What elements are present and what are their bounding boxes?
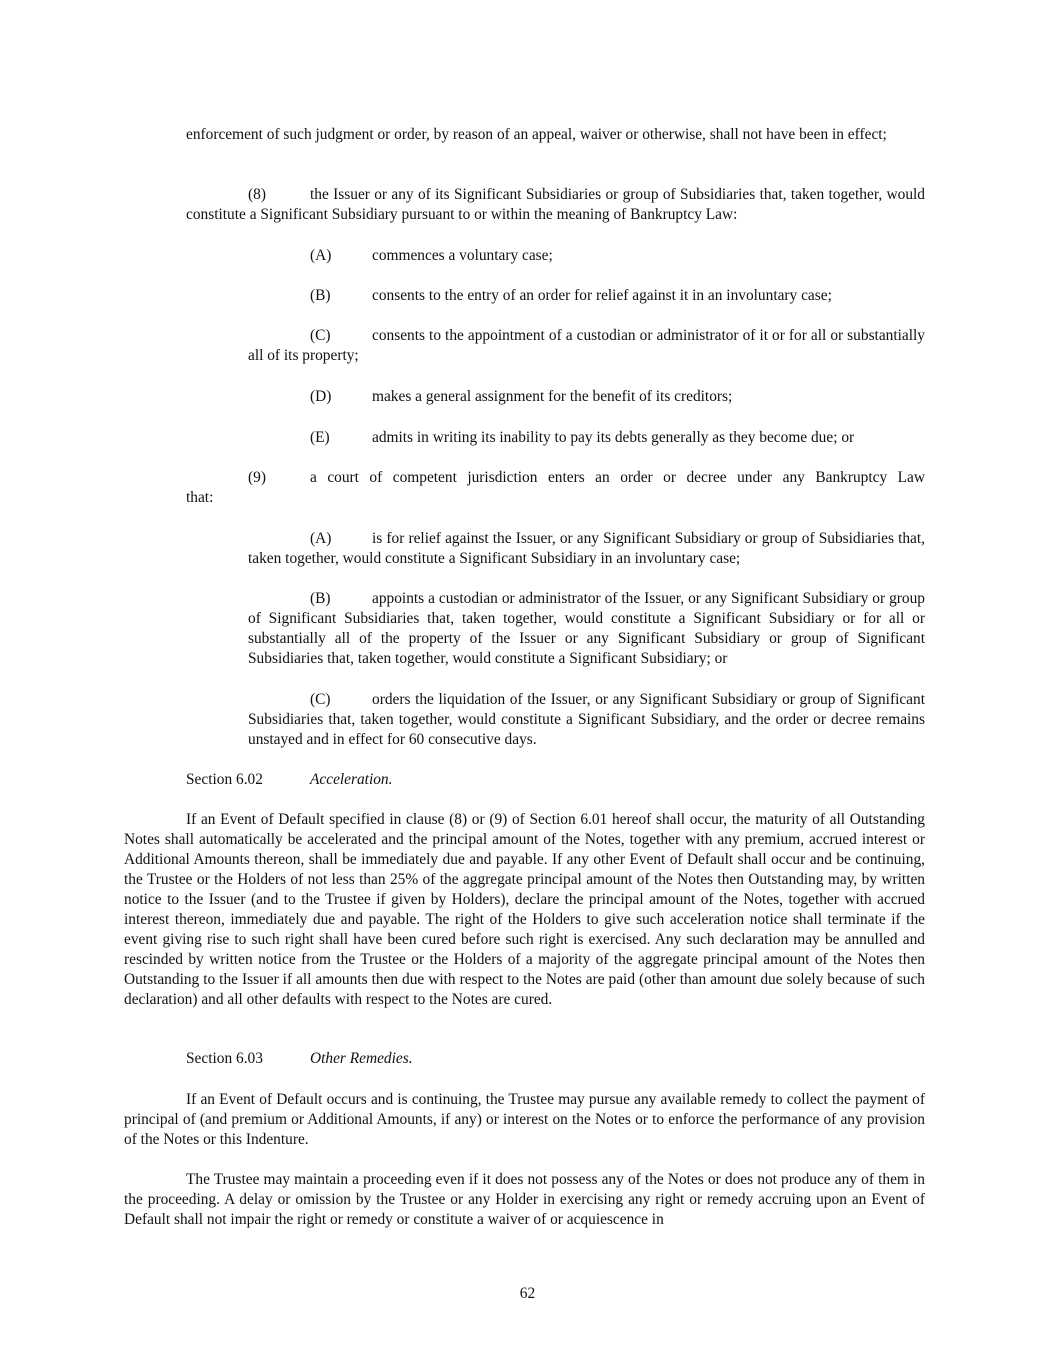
clause-8-text: the Issuer or any of its Significant Subsidiaries or group of Subsidiaries that, taken together, would constitute a Significant Subsidiary pursuant to or within the meaning of Bankruptcy Law:	[186, 186, 925, 223]
clause-9-text: a court of competent jurisdiction enters an order or decree under any Bankruptcy Law	[310, 469, 925, 486]
clause-9-item-a	[248, 529, 925, 569]
section-title: Acceleration.	[310, 771, 393, 788]
page-number: 62	[519, 1285, 536, 1302]
clause-8	[186, 185, 925, 225]
clause-9-number: (9)	[248, 469, 266, 486]
clause-9	[248, 468, 925, 488]
clause-8-number: (8)	[248, 186, 266, 203]
item-number: (A)	[310, 530, 332, 547]
item-number: (E)	[310, 429, 330, 446]
clause-8-item-e	[248, 428, 925, 448]
section-label: Section 6.03	[186, 1050, 263, 1067]
item-text: consents to the entry of an order for relief against it in an involuntary case;	[372, 287, 832, 304]
section-6-02-body: If an Event of Default specified in clause (8) or (9) of Section 6.01 hereof shall occur, the maturity of all Outstanding Notes shall automatically be accelerated and the principal amount of the Notes, together with any premium, accrued interest or Additional Amounts thereon, shall be immediately due and payable. If any other Event of Default shall occur and be continuing, the Trustee or the Holders of not less than 25% of the aggregate principal amount of the Notes then Outstanding may, by written notice to the Issuer (and to the Trustee if given by Holders), declare the principal amount of the Notes, together with accrued interest thereon, immediately due and payable. The right of the Holders to give such acceleration notice shall terminate if the event giving rise to such right shall have been cured before such right is exercised. Any such declaration may be annulled and rescinded by written notice from the Trustee or the Holders of a majority of the aggregate principal amount of the Notes then Outstanding to the Issuer if all amounts then due with respect to the Notes are paid (other than amount due solely because of such declaration) and all other defaults with respect to the Notes are cured.	[124, 811, 925, 1008]
item-text: admits in writing its inability to pay its debts generally as they become due; or	[372, 429, 855, 446]
section-6-03-body-1: If an Event of Default occurs and is continuing, the Trustee may pursue any available remedy to collect the payment of principal of (and premium or Additional Amounts, if any) or interest on the Notes or to enforce the performance of any provision of the Notes or this Indenture.	[124, 1091, 925, 1148]
item-number: (B)	[310, 590, 331, 607]
clause-8-item-c	[248, 326, 925, 366]
section-6-03-body-2: The Trustee may maintain a proceeding even if it does not possess any of the Notes or does not produce any of them in the proceeding. A delay or omission by the Trustee or any Holder in exercising any right or remedy accruing upon an Event of Default shall not impair the right or remedy or constitute a waiver of or acquiescence in	[124, 1171, 925, 1228]
clause-8-item-d	[248, 387, 925, 407]
item-text: commences a voluntary case;	[372, 247, 553, 264]
section-6-02-heading	[186, 770, 393, 790]
item-number: (A)	[310, 247, 332, 264]
clause-8-item-b	[248, 286, 925, 306]
section-6-03-heading	[186, 1049, 413, 1069]
section-label: Section 6.02	[186, 771, 263, 788]
item-number: (C)	[310, 691, 331, 708]
clause-8-item-a	[248, 246, 925, 266]
item-number: (C)	[310, 327, 331, 344]
item-text: appoints a custodian or administrator of the Issuer, or any Significant Subsidiary or group of Significant Subsidiaries that, taken together, would constitute a Significant Subsidiary or for all or substantially all of the property of the Issuer or any Significant Subsidiary or group of Significant Subsidiaries that, taken together, would constitute a Significant Subsidiary; or	[248, 590, 925, 667]
item-text: orders the liquidation of the Issuer, or any Significant Subsidiary or group of Significant Subsidiaries that, taken together, would constitute a Significant Subsidiary, and the order or decree remains unstayed and in effect for 60 consecutive days.	[248, 691, 925, 748]
item-text: is for relief against the Issuer, or any Significant Subsidiary or group of Subsidiaries that, taken together, would constitute a Significant Subsidiary in an involuntary case;	[248, 530, 925, 567]
clause-9-item-c	[248, 690, 925, 750]
item-text: consents to the appointment of a custodian or administrator of it or for all or substantially all of its property;	[248, 327, 925, 364]
item-number: (D)	[310, 388, 332, 405]
item-number: (B)	[310, 287, 331, 304]
section-title: Other Remedies.	[310, 1050, 413, 1067]
clause-9-tail: that:	[186, 489, 214, 506]
clause-9-item-b	[248, 589, 925, 669]
continuation-paragraph: enforcement of such judgment or order, by reason of an appeal, waiver or otherwise, shall not have been in effect;	[186, 126, 887, 143]
item-text: makes a general assignment for the benefit of its creditors;	[372, 388, 733, 405]
